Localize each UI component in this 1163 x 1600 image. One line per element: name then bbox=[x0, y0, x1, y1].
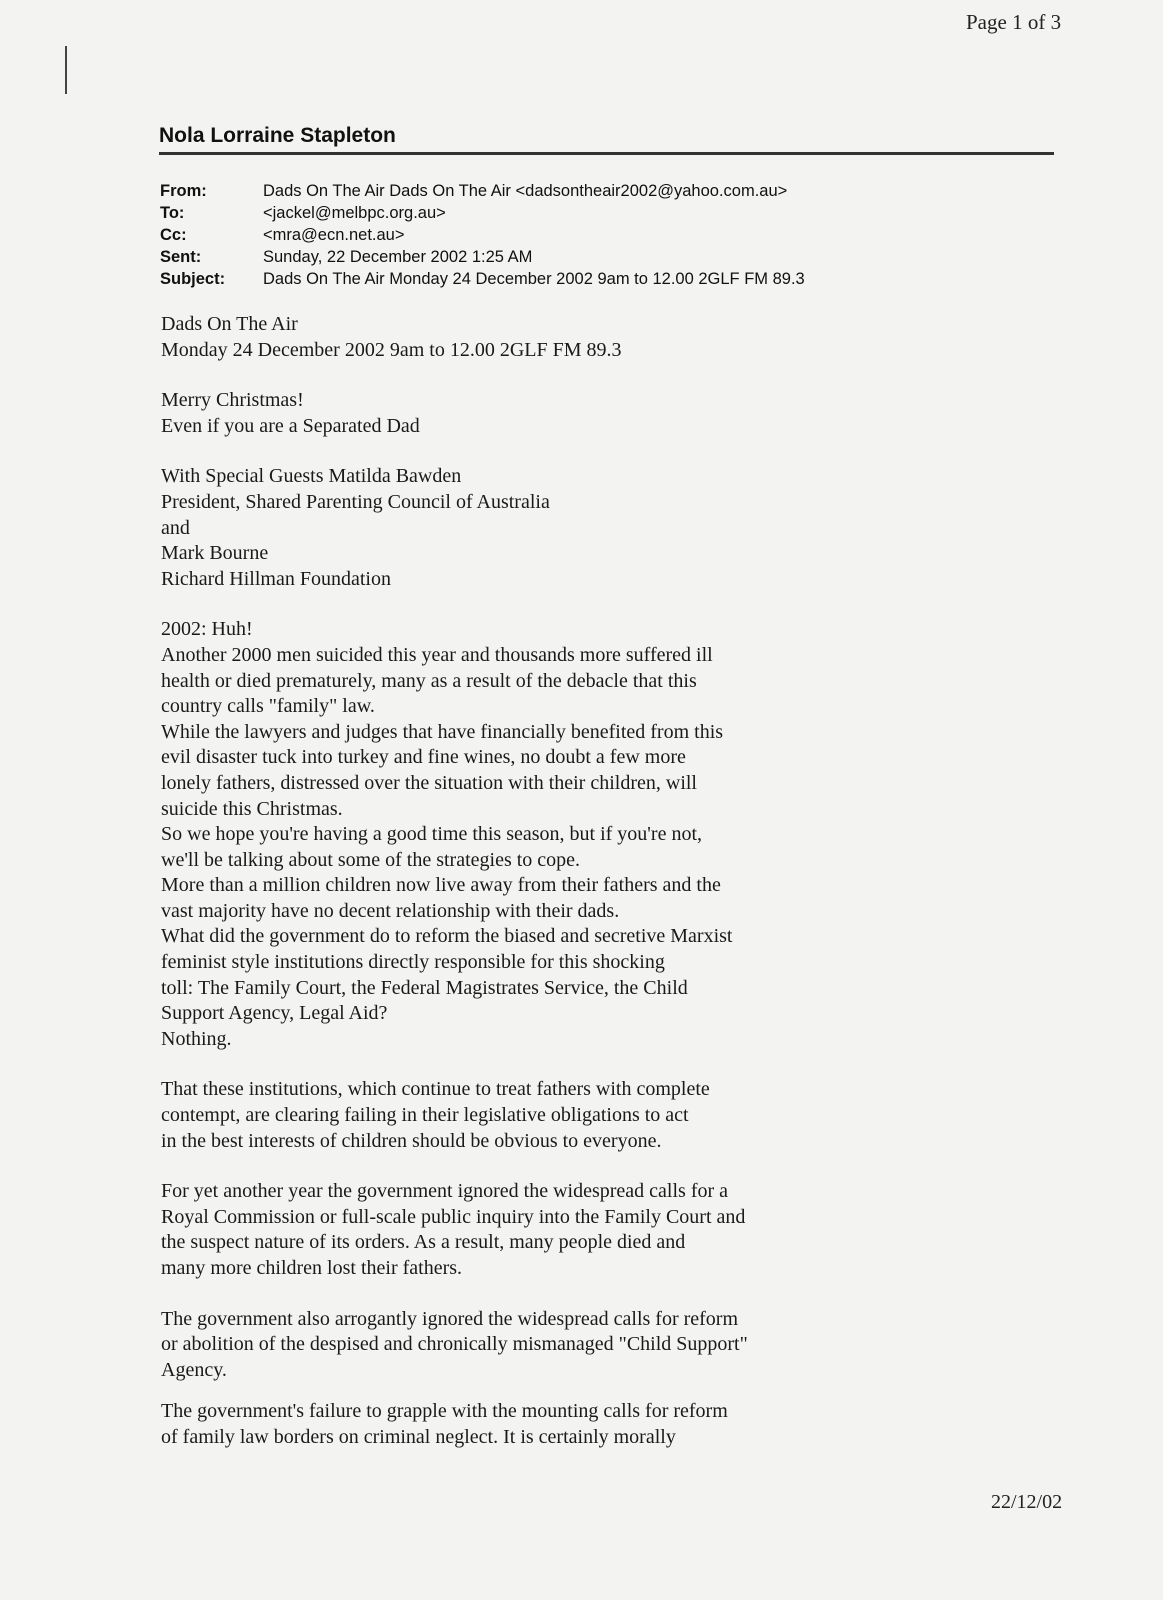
body-line: we'll be talking about some of the strategies to cope. bbox=[161, 848, 581, 871]
body-line: Monday 24 December 2002 9am to 12.00 2GLF FM 89.3 bbox=[161, 338, 622, 361]
body-line: feminist style institutions directly responsible for this shocking bbox=[161, 951, 665, 974]
sender-rule bbox=[159, 152, 1054, 155]
subject-label: Subject: bbox=[160, 270, 226, 288]
body-line: Royal Commission or full-scale public inquiry into the Family Court and bbox=[161, 1205, 746, 1228]
from-row bbox=[160, 182, 805, 204]
body-line: 2002: Huh! bbox=[161, 618, 253, 641]
from-value: Dads On The Air Dads On The Air <dadsontheair2002@yahoo.com.au> bbox=[263, 182, 788, 200]
from-label: From: bbox=[160, 182, 207, 200]
cc-row bbox=[160, 226, 805, 248]
body-line: With Special Guests Matilda Bawden bbox=[161, 465, 462, 488]
body-line: Another 2000 men suicided this year and thousands more suffered ill bbox=[161, 643, 713, 666]
body-line: lonely fathers, distressed over the situation with their children, will bbox=[161, 771, 697, 794]
body-line: For yet another year the government ignored the widespread calls for a bbox=[161, 1180, 729, 1203]
body-line: in the best interests of children should be obvious to everyone. bbox=[161, 1129, 662, 1152]
body-line: health or died prematurely, many as a result of the debacle that this bbox=[161, 669, 697, 692]
email-headers bbox=[160, 182, 805, 292]
cc-label: Cc: bbox=[160, 226, 187, 244]
body-line: Support Agency, Legal Aid? bbox=[161, 1002, 388, 1025]
body-line: Even if you are a Separated Dad bbox=[161, 414, 420, 437]
body-line: and bbox=[161, 516, 190, 539]
sent-label: Sent: bbox=[160, 248, 202, 266]
body-line: The government's failure to grapple with the mounting calls for reform bbox=[161, 1400, 728, 1423]
to-label: To: bbox=[160, 204, 185, 222]
page-number: Page 1 of 3 bbox=[966, 10, 1062, 34]
body-line: toll: The Family Court, the Federal Magistrates Service, the Child bbox=[161, 976, 688, 999]
body-line: That these institutions, which continue to treat fathers with complete bbox=[161, 1078, 710, 1101]
body-line: of family law borders on criminal neglect. It is certainly morally bbox=[161, 1425, 676, 1448]
body-line: The government also arrogantly ignored the widespread calls for reform bbox=[161, 1307, 739, 1330]
body-line: suicide this Christmas. bbox=[161, 797, 343, 820]
body-line: Agency. bbox=[161, 1358, 227, 1381]
body-line: More than a million children now live away from their fathers and the bbox=[161, 874, 721, 897]
body-line: So we hope you're having a good time this season, but if you're not, bbox=[161, 823, 703, 846]
date-stamp: 22/12/02 bbox=[991, 1491, 1063, 1513]
body-line: While the lawyers and judges that have financially benefited from this bbox=[161, 720, 724, 743]
cc-value: <mra@ecn.net.au> bbox=[263, 226, 405, 244]
sent-row bbox=[160, 248, 805, 270]
body-line: vast majority have no decent relationship with their dads. bbox=[161, 899, 620, 922]
body-line: evil disaster tuck into turkey and fine wines, no doubt a few more bbox=[161, 746, 686, 769]
body-line: or abolition of the despised and chronically mismanaged "Child Support" bbox=[161, 1333, 748, 1356]
subject-row bbox=[160, 270, 805, 292]
sender-name: Nola Lorraine Stapleton bbox=[159, 124, 396, 147]
body-line: President, Shared Parenting Council of Australia bbox=[161, 490, 550, 513]
sent-value: Sunday, 22 December 2002 1:25 AM bbox=[263, 248, 533, 266]
to-value: <jackel@melbpc.org.au> bbox=[263, 204, 446, 222]
body-line: What did the government do to reform the biased and secretive Marxist bbox=[161, 925, 733, 948]
body-line: the suspect nature of its orders. As a result, many people died and bbox=[161, 1231, 686, 1254]
body-line: country calls "family" law. bbox=[161, 695, 375, 718]
body-line: Nothing. bbox=[161, 1027, 232, 1050]
body-line: Merry Christmas! bbox=[161, 389, 304, 412]
body-line: Mark Bourne bbox=[161, 542, 269, 565]
to-row bbox=[160, 204, 805, 226]
email-body bbox=[161, 312, 861, 1451]
subject-value: Dads On The Air Monday 24 December 2002 9am to 12.00 2GLF FM 89.3 bbox=[263, 270, 805, 288]
edge-mark bbox=[65, 46, 67, 94]
body-line: contempt, are clearing failing in their legislative obligations to act bbox=[161, 1104, 689, 1127]
body-line: many more children lost their fathers. bbox=[161, 1257, 463, 1279]
body-line: Richard Hillman Foundation bbox=[161, 567, 391, 590]
body-line: Dads On The Air bbox=[161, 313, 298, 335]
